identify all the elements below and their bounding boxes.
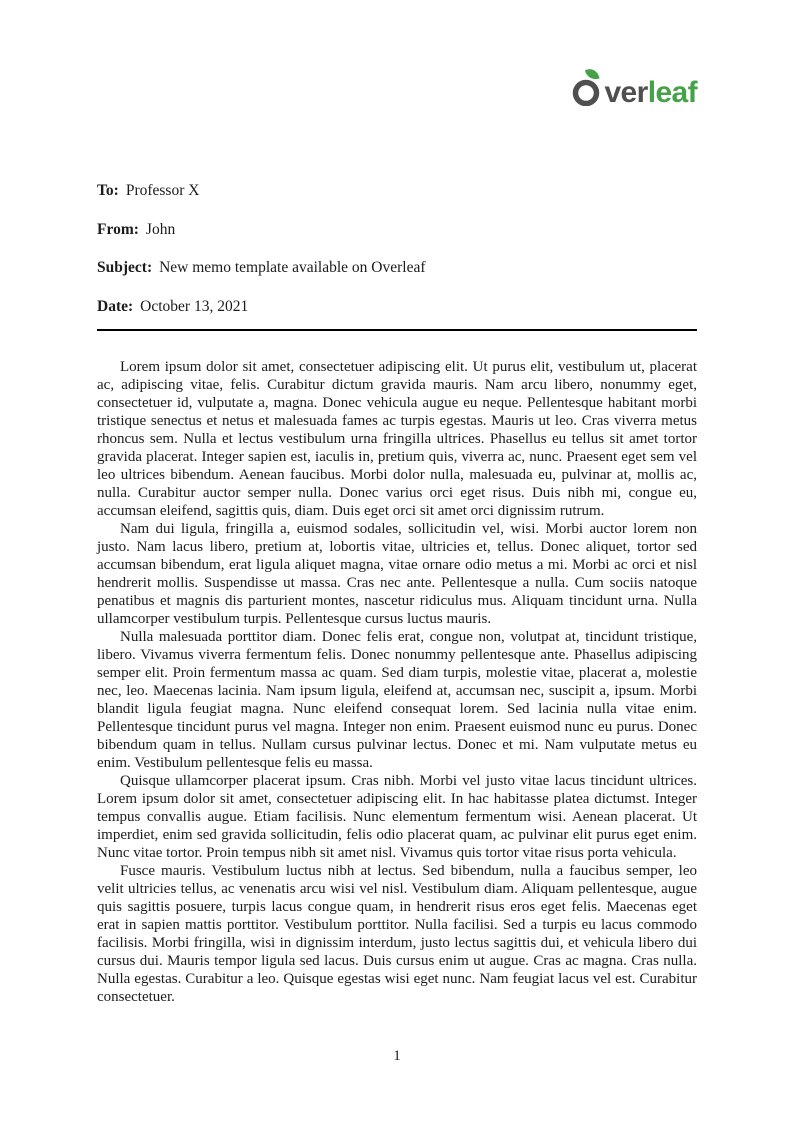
overleaf-o-leaf-icon	[569, 66, 603, 106]
memo-field-date	[97, 298, 697, 317]
memo-field-subject-value: New memo template available on Overleaf	[159, 259, 426, 277]
overleaf-logo	[97, 66, 697, 110]
body-paragraph: Nulla malesuada porttitor diam. Donec felis erat, congue non, volutpat at, tincidunt tristique, libero. Vivamus viverra fermentum felis. Donec nonummy pellentesque ante. Phasellus adipiscing semper elit. Proin fermentum massa ac quam. Sed diam turpis, molestie vitae, placerat a, molestie nec, leo. Maecenas lacinia. Nam ipsum ligula, eleifend at, accumsan nec, suscipit a, ipsum. Morbi blandit ligula feugiat magna. Nunc eleifend consequat lorem. Sed lacinia nulla vitae enim. Pellentesque tincidunt purus vel magna. Integer non enim. Praesent euismod nunc eu purus. Donec bibendum quam in tellus. Nullam cursus pulvinar lectus. Donec et mi. Nam vulputate metus eu enim. Vestibulum pellentesque felis eu massa.	[97, 629, 697, 772]
body-paragraph: Nam dui ligula, fringilla a, euismod sodales, sollicitudin vel, wisi. Morbi auctor lorem non justo. Nam lacus libero, pretium at, lobortis vitae, ultricies et, tellus. Donec aliquet, tortor sed accumsan bibendum, erat ligula aliquet magna, vitae ornare odio metus a mi. Morbi ac orci et nisl hendrerit mollis. Suspendisse ut massa. Cras nec ante. Pellentesque a nulla. Cum sociis natoque penatibus et magnis dis parturient montes, nascetur ridiculus mus. Aliquam tincidunt urna. Nulla ullamcorper vestibulum turpis. Pellentesque cursus luctus mauris.	[97, 521, 697, 628]
memo-field-subject	[97, 259, 697, 278]
overleaf-wordmark	[569, 66, 697, 110]
divider-rule	[97, 329, 697, 331]
body-paragraph: Lorem ipsum dolor sit amet, consectetuer adipiscing elit. Ut purus elit, vestibulum ut, placerat ac, adipiscing vitae, felis. Curabitur dictum gravida mauris. Nam arcu libero, nonummy eget, consectetuer id, vulputate a, magna. Donec vehicula augue eu neque. Pellentesque habitant morbi tristique senectus et netus et malesuada fames ac turpis egestas. Mauris ut leo. Cras viverra metus rhoncus sem. Nulla et lectus vestibulum urna fringilla ultrices. Phasellus eu tellus sit amet tortor gravida placerat. Integer sapien est, iaculis in, pretium quis, viverra ac, nunc. Praesent eget sem vel leo ultrices bibendum. Aenean faucibus. Morbi dolor nulla, malesuada eu, pulvinar at, mollis ac, nulla. Curabitur auctor semper nulla. Donec varius orci eget risus. Duis nibh mi, congue eu, accumsan eleifend, sagittis quis, diam. Duis eget orci sit amet orci dignissim rutrum.	[97, 359, 697, 520]
memo-field-to-label: To:	[97, 182, 119, 199]
body-paragraph: Quisque ullamcorper placerat ipsum. Cras nibh. Morbi vel justo vitae lacus tincidunt ultrices. Lorem ipsum dolor sit amet, consectetuer adipiscing elit. In hac habitasse platea dictumst. Integer tempus convallis augue. Etiam facilisis. Nunc elementum fermentum wisi. Aenean placerat. Ut imperdiet, enim sed gravida sollicitudin, felis odio placerat quam, ac pulvinar elit purus eget enim. Nunc vitae tortor. Proin tempus nibh sit amet nisl. Vivamus quis tortor vitae risus porta vehicula.	[97, 773, 697, 862]
memo-field-from	[97, 221, 697, 240]
memo-field-date-label: Date:	[97, 297, 134, 315]
memo-header-fields	[97, 182, 697, 316]
memo-body	[97, 358, 697, 1006]
memo-field-to	[97, 182, 697, 201]
memo-field-date-value: October 13, 2021	[140, 297, 249, 315]
logo-text-over: ver	[604, 76, 648, 110]
memo-field-subject-label: Subject:	[97, 259, 153, 277]
memo-field-from-value: John	[145, 220, 176, 238]
page-number: 1	[393, 1048, 401, 1064]
memo-field-from-label: From:	[97, 220, 139, 238]
logo-text-leaf: leaf	[647, 76, 697, 110]
memo-field-to-value: Professor X	[125, 182, 200, 199]
body-paragraph: Fusce mauris. Vestibulum luctus nibh at lectus. Sed bibendum, nulla a faucibus semper, leo velit ultricies tellus, ac venenatis arcu wisi vel nisl. Vestibulum diam. Aliquam pellentesque, augue quis sagittis posuere, turpis lacus congue quam, in hendrerit risus eros eget felis. Maecenas eget erat in sapien mattis porttitor. Vestibulum porttitor. Nulla facilisi. Sed a turpis eu lacus commodo facilisis. Morbi fringilla, wisi in dignissim interdum, justo lectus sagittis dui, et vehicula libero dui cursus dui. Mauris tempor ligula sed lacus. Duis cursus enim ut augue. Cras ac magna. Cras nulla. Nulla egestas. Curabitur a leo. Quisque egestas wisi eget nunc. Nam feugiat lacus vel est. Curabitur consectetuer.	[97, 863, 697, 1006]
